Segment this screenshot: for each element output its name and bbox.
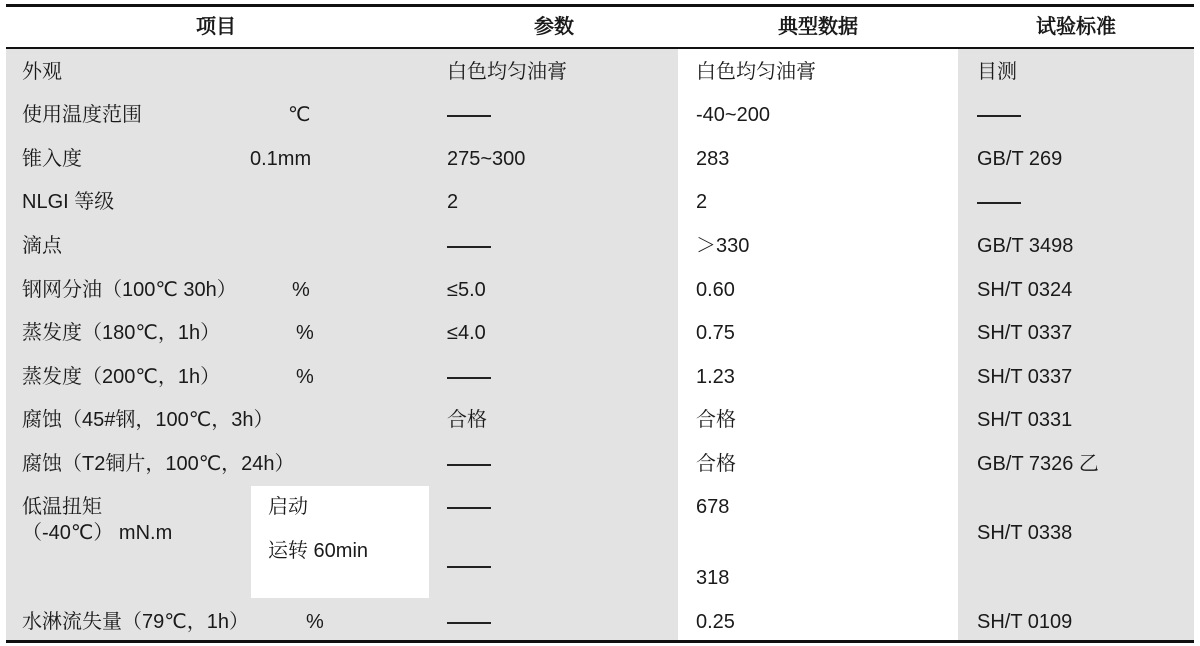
- row-typical: 合格: [696, 453, 736, 475]
- row-typical: -40~200: [696, 104, 770, 126]
- row-standard: GB/T 3498: [977, 235, 1074, 257]
- row-typical: 白色均匀油膏: [696, 61, 816, 83]
- header-standard: 试验标准: [1036, 16, 1116, 38]
- row-standard: SH/T 0337: [977, 366, 1073, 388]
- torque-sub-start: 启动: [268, 496, 308, 518]
- row-param-dash: [447, 115, 491, 117]
- top-rule: [6, 4, 1194, 7]
- last-standard: SH/T 0109: [977, 611, 1073, 633]
- row-item: 蒸发度（200℃，1h）: [22, 366, 221, 388]
- torque-sub-run: 运转 60min: [268, 540, 369, 562]
- row-item: 外观: [22, 61, 62, 83]
- row-item: 蒸发度（180℃，1h）: [22, 322, 221, 344]
- row-standard-dash: [977, 202, 1021, 204]
- row-param-dash: [447, 246, 491, 248]
- torque-typical2: 318: [696, 567, 730, 589]
- row-param-dash: [447, 464, 491, 466]
- row-item: 腐蚀（T2铜片，100℃，24h）: [22, 453, 295, 475]
- last-typical: 0.25: [696, 611, 735, 633]
- row-unit: ℃: [288, 104, 311, 126]
- header-item: 项目: [196, 16, 236, 38]
- last-unit: %: [306, 611, 324, 633]
- row-item: 锥入度: [22, 148, 82, 170]
- row-param: 白色均匀油膏: [447, 61, 567, 83]
- row-typical: 283: [696, 148, 730, 170]
- row-standard: SH/T 0331: [977, 409, 1073, 431]
- row-unit: %: [292, 279, 310, 301]
- last-item: 水淋流失量（79℃，1h）: [22, 611, 249, 633]
- row-item: 使用温度范围: [22, 104, 142, 126]
- row-standard-dash: [977, 115, 1021, 117]
- bottom-rule: [6, 640, 1194, 643]
- row-typical: 合格: [696, 409, 736, 431]
- torque-typical1: 678: [696, 496, 730, 518]
- row-unit: 0.1mm: [250, 148, 312, 170]
- row-unit: %: [296, 322, 314, 344]
- row-typical: ＞330: [696, 235, 750, 257]
- row-param: 2: [447, 191, 459, 213]
- torque-item: 低温扭矩: [22, 496, 102, 518]
- row-item: 钢网分油（100℃ 30h）: [22, 279, 237, 301]
- header-rule: [6, 47, 1194, 49]
- header-typical: 典型数据: [778, 16, 858, 38]
- torque-param1-dash: [447, 507, 491, 509]
- torque-standard: SH/T 0338: [977, 522, 1073, 544]
- header-param: 参数: [534, 16, 574, 38]
- row-typical: 1.23: [696, 366, 735, 388]
- row-standard: SH/T 0324: [977, 279, 1073, 301]
- torque-param2-dash: [447, 566, 491, 568]
- row-item: 滴点: [22, 235, 62, 257]
- row-item: NLGI 等级: [22, 191, 115, 213]
- row-param: ≤5.0: [447, 279, 486, 301]
- row-param-dash: [447, 377, 491, 379]
- row-typical: 2: [696, 191, 708, 213]
- row-unit: %: [296, 366, 314, 388]
- row-standard: GB/T 269: [977, 148, 1063, 170]
- row-param: 275~300: [447, 148, 526, 170]
- row-standard: GB/T 7326 乙: [977, 453, 1099, 475]
- row-typical: 0.75: [696, 322, 735, 344]
- torque-item-unit: （-40℃） mN.m: [22, 522, 173, 544]
- row-param: 合格: [447, 409, 487, 431]
- row-standard: SH/T 0337: [977, 322, 1073, 344]
- last-param-dash: [447, 622, 491, 624]
- row-item: 腐蚀（45#钢，100℃，3h）: [22, 409, 274, 431]
- row-typical: 0.60: [696, 279, 735, 301]
- row-standard: 目测: [977, 61, 1017, 83]
- row-param: ≤4.0: [447, 322, 486, 344]
